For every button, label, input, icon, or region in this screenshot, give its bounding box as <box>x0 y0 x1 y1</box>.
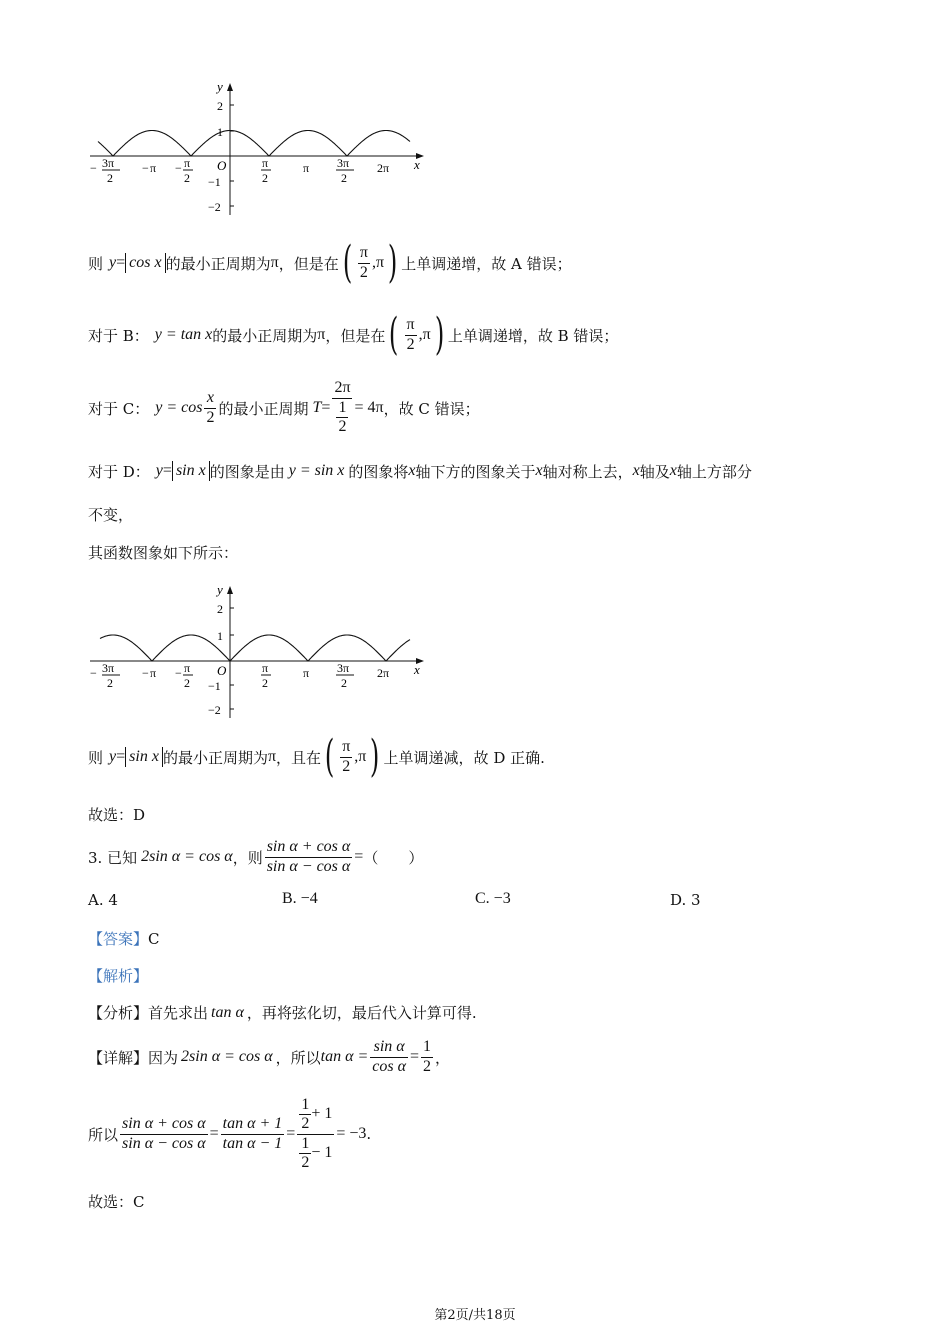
svg-text:−2: −2 <box>208 200 221 214</box>
choose-c: 故选：C <box>88 1193 145 1211</box>
line-e: 则 y = sin x 的最小正周期为 π ，且在 ( $\frac{\pi}{2}$ ,π ) 上单调递减，故 D 正确. <box>88 731 545 782</box>
svg-text:2: 2 <box>184 676 190 690</box>
svg-text:−: − <box>175 161 182 175</box>
line-c: 对于 C： y = cos $\frac{x}{2}$ 的最小正周期 T = $\frac{2\pi}{\frac{1}{2}}$ = 4π ，故 C 错误； <box>88 379 480 436</box>
graph-abs-cos <box>80 75 440 220</box>
svg-text:2: 2 <box>341 676 347 690</box>
svg-text:−: − <box>90 161 97 175</box>
option-b: B. −4 <box>282 890 318 907</box>
svg-text:−: − <box>142 161 149 175</box>
svg-text:π: π <box>150 161 157 175</box>
svg-text:π: π <box>262 661 269 675</box>
analysis-heading: 【解析】 <box>88 967 149 985</box>
graph-intro: 其函数图象如下所示： <box>88 544 239 562</box>
svg-text:1: 1 <box>217 629 223 643</box>
choose-d: 故选：D <box>88 806 146 824</box>
x-axis-label: x <box>414 662 420 677</box>
svg-text:−1: −1 <box>208 175 221 189</box>
svg-text:2π: 2π <box>377 161 390 175</box>
line-a: 则 y = cos x 的最小正周期为 π ，但是在 ( $\frac{\pi}{2}$ ,π ) 上单调递增，故 A 错误； <box>88 237 572 288</box>
option-c: C. −3 <box>475 890 511 907</box>
page-footer: 第2页/共18页 <box>434 1308 516 1323</box>
svg-text:3π: 3π <box>337 156 350 170</box>
svg-text:π: π <box>262 156 269 170</box>
svg-text:3π: 3π <box>337 661 350 675</box>
svg-text:3π: 3π <box>102 156 115 170</box>
svg-text:1: 1 <box>217 125 223 139</box>
svg-text:π: π <box>150 666 157 680</box>
graph-abs-sin <box>80 578 440 723</box>
x-axis-label: x <box>414 157 420 172</box>
svg-text:2: 2 <box>341 171 347 185</box>
fenxi: 【分析】 首先求出 tan α ，再将弦化切，最后代入计算可得. <box>88 1003 477 1022</box>
svg-text:2: 2 <box>107 676 113 690</box>
line-b: 对于 B： y = tan x 的最小正周期为 π ，但是在 ( $\frac{\pi}{2}$ ,π ) 上单调递增，故 B 错误； <box>88 309 619 360</box>
option-d: D. 3 <box>670 891 701 909</box>
svg-text:−2: −2 <box>208 703 221 717</box>
svg-text:π: π <box>184 156 191 170</box>
question-3: 3. 已知 2sin α = cos α ，则 $\frac{\text{sin α + cos α}}{\text{sin α − cos α}}$ = （ ） <box>88 838 424 875</box>
svg-text:−: − <box>175 666 182 680</box>
svg-text:2: 2 <box>107 171 113 185</box>
svg-text:2: 2 <box>217 602 223 616</box>
answer: 【答案】C <box>88 930 160 948</box>
option-a: A. 4 <box>88 891 118 909</box>
origin-label: O <box>217 663 227 678</box>
svg-text:2: 2 <box>217 99 223 113</box>
y-axis-label: y <box>217 582 223 597</box>
line-d: 对于 D： y = sin x 的图象是由 y = sin x 的图象将 x 轴下方的图象关于 x 轴对称上去， x 轴及 x 轴上方部分 <box>88 462 752 481</box>
svg-text:π: π <box>303 161 310 175</box>
line-d-cont: 不变， <box>88 506 134 524</box>
svg-text:3π: 3π <box>102 661 115 675</box>
calc: 所以 $\frac{\text{sin α + cos α}}{\text{sin α − cos α}}$ = $\frac{\text{tan α + 1}}{\text{tan α − 1}}$ = $\frac{1}{2}$ + 1 $\frac{1}{2}$ − 1 = −3 . <box>88 1095 372 1171</box>
svg-text:−1: −1 <box>208 679 221 693</box>
svg-text:2π: 2π <box>377 666 390 680</box>
svg-text:π: π <box>184 661 191 675</box>
svg-text:2: 2 <box>262 676 268 690</box>
svg-text:2: 2 <box>262 171 268 185</box>
svg-text:π: π <box>303 666 310 680</box>
svg-text:−: − <box>90 666 97 680</box>
svg-text:−: − <box>142 666 149 680</box>
svg-text:2: 2 <box>184 171 190 185</box>
xiangjie: 【详解】 因为 2sin α = cos α ，所以 tan α = $\frac{\text{sin α}}{\text{cos α}}$ = $\frac{1}{2}$ ， <box>88 1038 451 1075</box>
origin-label: O <box>217 158 227 173</box>
y-axis-label: y <box>217 79 223 94</box>
